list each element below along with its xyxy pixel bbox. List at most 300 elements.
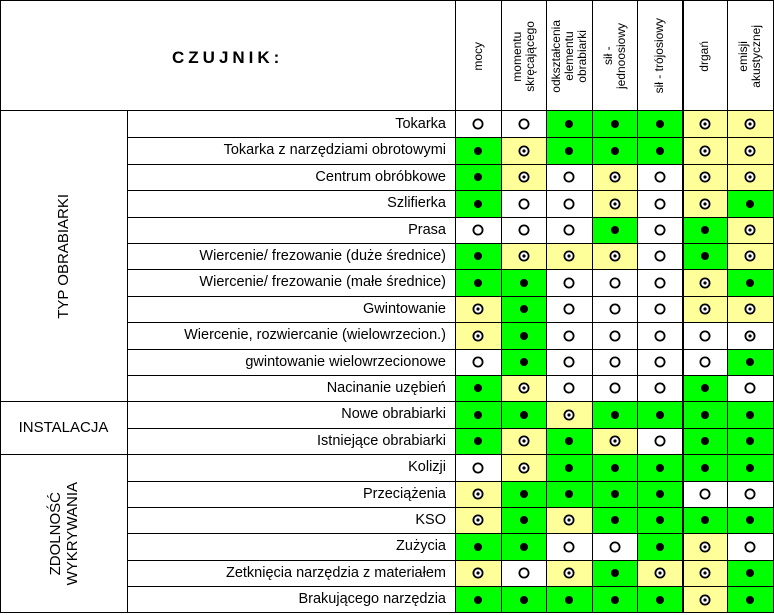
rating-cell <box>501 269 546 296</box>
row-label: Gwintowanie <box>362 301 446 317</box>
filled-dot-icon <box>743 566 757 580</box>
row-divider <box>0 401 774 402</box>
filled-dot-icon <box>698 408 712 422</box>
column-header <box>637 4 682 108</box>
filled-dot-icon <box>471 540 485 554</box>
filled-dot-icon <box>517 355 531 369</box>
row-divider <box>127 428 774 429</box>
dot-in-circle-icon <box>608 249 622 263</box>
row-divider <box>127 533 774 534</box>
filled-dot-icon <box>471 434 485 448</box>
filled-dot-icon <box>653 461 667 475</box>
empty-circle-icon <box>471 461 485 475</box>
rating-cell <box>546 533 592 560</box>
rating-cell <box>546 560 592 586</box>
rating-cell <box>592 507 637 533</box>
column-header-label: mocy <box>470 41 485 71</box>
rating-cell <box>682 454 727 481</box>
empty-circle-icon <box>471 223 485 237</box>
table-border-top <box>0 0 774 1</box>
dot-in-circle-icon <box>608 197 622 211</box>
group-label-text: TYP OBRABIARKI <box>55 193 72 319</box>
row-label: Wiercenie, rozwiercanie (wielowrzecion.) <box>184 327 446 343</box>
rating-cell <box>727 111 773 137</box>
empty-circle-icon <box>562 197 576 211</box>
rating-cell <box>637 137 682 164</box>
rating-cell <box>455 454 501 481</box>
filled-dot-icon <box>653 593 667 607</box>
filled-dot-icon <box>698 461 712 475</box>
table-border-bottom <box>0 612 774 613</box>
dot-in-circle-icon <box>471 513 485 527</box>
rating-cell <box>682 296 727 322</box>
rating-cell <box>501 349 546 375</box>
rating-cell <box>546 190 592 217</box>
rating-cell <box>501 111 546 137</box>
rating-cell <box>682 243 727 269</box>
dot-in-circle-icon <box>698 170 712 184</box>
rating-cell <box>592 296 637 322</box>
filled-dot-icon <box>471 276 485 290</box>
rating-cell <box>546 243 592 269</box>
dot-in-circle-icon <box>562 408 576 422</box>
rating-cell <box>727 481 773 507</box>
group-label-text: ZDOLNOŚĆ WYKRYWANIA <box>46 481 81 586</box>
filled-dot-icon <box>562 117 576 131</box>
rating-cell <box>501 217 546 243</box>
rating-cell <box>546 111 592 137</box>
rating-cell <box>592 322 637 349</box>
rating-cell <box>455 296 501 322</box>
dot-in-circle-icon <box>743 144 757 158</box>
rating-cell <box>727 137 773 164</box>
rating-cell <box>727 560 773 586</box>
dot-in-circle-icon <box>562 249 576 263</box>
row-divider <box>127 586 774 587</box>
filled-dot-icon <box>743 408 757 422</box>
empty-circle-icon <box>517 117 531 131</box>
filled-dot-icon <box>653 487 667 501</box>
rating-cell <box>592 481 637 507</box>
rating-cell <box>637 349 682 375</box>
rating-cell <box>455 349 501 375</box>
dot-in-circle-icon <box>743 302 757 316</box>
empty-circle-icon <box>562 302 576 316</box>
row-label: KSO <box>415 512 446 528</box>
filled-dot-icon <box>608 408 622 422</box>
empty-circle-icon <box>517 197 531 211</box>
filled-dot-icon <box>517 487 531 501</box>
empty-circle-icon <box>608 381 622 395</box>
dot-in-circle-icon <box>517 249 531 263</box>
empty-circle-icon <box>562 170 576 184</box>
column-divider <box>637 0 638 613</box>
rating-cell <box>455 111 501 137</box>
rating-cell <box>592 375 637 401</box>
rating-cell <box>501 190 546 217</box>
column-header <box>727 4 773 108</box>
row-divider <box>127 296 774 297</box>
dot-in-circle-icon <box>517 381 531 395</box>
rating-cell <box>546 137 592 164</box>
dot-in-circle-icon <box>698 144 712 158</box>
filled-dot-icon <box>562 461 576 475</box>
rating-cell <box>546 296 592 322</box>
rating-cell <box>546 507 592 533</box>
rating-cell <box>501 560 546 586</box>
row-divider <box>127 137 774 138</box>
filled-dot-icon <box>698 513 712 527</box>
empty-circle-icon <box>562 276 576 290</box>
dot-in-circle-icon <box>698 117 712 131</box>
dot-in-circle-icon <box>517 461 531 475</box>
dot-in-circle-icon <box>471 302 485 316</box>
empty-circle-icon <box>743 381 757 395</box>
rating-cell <box>592 137 637 164</box>
empty-circle-icon <box>608 329 622 343</box>
header-divider <box>0 110 774 111</box>
rating-cell <box>592 401 637 428</box>
row-label: Tokarka <box>395 116 446 132</box>
empty-circle-icon <box>562 329 576 343</box>
column-header-label: emisji akustycznej <box>736 24 763 88</box>
empty-circle-icon <box>608 302 622 316</box>
row-label: Szlifierka <box>387 195 446 211</box>
filled-dot-icon <box>517 329 531 343</box>
rating-cell <box>455 428 501 454</box>
group-column-divider <box>127 110 128 613</box>
column-divider <box>682 0 684 613</box>
rating-cell <box>637 375 682 401</box>
rating-cell <box>682 217 727 243</box>
filled-dot-icon <box>653 408 667 422</box>
row-divider <box>127 349 774 350</box>
column-divider <box>727 0 728 613</box>
row-divider <box>127 243 774 244</box>
row-label: Kolizji <box>408 459 446 475</box>
rating-cell <box>637 454 682 481</box>
filled-dot-icon <box>517 540 531 554</box>
rating-cell <box>727 164 773 190</box>
filled-dot-icon <box>562 144 576 158</box>
rating-cell <box>682 137 727 164</box>
rating-cell <box>455 507 501 533</box>
row-label: Tokarka z narzędziami obrotowymi <box>223 142 446 158</box>
empty-circle-icon <box>562 355 576 369</box>
column-header-label: odkształcenia elementu obrabiarki <box>548 19 589 93</box>
dot-in-circle-icon <box>698 302 712 316</box>
rating-cell <box>546 454 592 481</box>
filled-dot-icon <box>608 513 622 527</box>
rating-cell <box>501 243 546 269</box>
rating-cell <box>592 269 637 296</box>
empty-circle-icon <box>743 487 757 501</box>
row-label: Nacinanie uzębień <box>326 380 446 396</box>
filled-dot-icon <box>471 249 485 263</box>
rating-cell <box>727 586 773 613</box>
empty-circle-icon <box>562 540 576 554</box>
row-divider <box>0 454 774 455</box>
empty-circle-icon <box>653 223 667 237</box>
row-divider <box>127 322 774 323</box>
filled-dot-icon <box>517 513 531 527</box>
rating-cell <box>501 164 546 190</box>
row-divider <box>127 217 774 218</box>
rating-cell <box>682 401 727 428</box>
empty-circle-icon <box>653 434 667 448</box>
row-divider <box>127 481 774 482</box>
filled-dot-icon <box>698 434 712 448</box>
row-divider <box>127 507 774 508</box>
filled-dot-icon <box>517 276 531 290</box>
rating-cell <box>455 217 501 243</box>
empty-circle-icon <box>653 170 667 184</box>
rating-cell <box>682 507 727 533</box>
rating-cell <box>546 217 592 243</box>
filled-dot-icon <box>517 593 531 607</box>
filled-dot-icon <box>743 593 757 607</box>
column-divider <box>455 0 456 613</box>
rating-cell <box>727 217 773 243</box>
rating-cell <box>592 190 637 217</box>
group-label-text: INSTALACJA <box>18 419 109 436</box>
rating-cell <box>592 586 637 613</box>
row-label: gwintowanie wielowrzecionowe <box>245 354 446 370</box>
dot-in-circle-icon <box>608 170 622 184</box>
rating-cell <box>682 164 727 190</box>
empty-circle-icon <box>743 540 757 554</box>
empty-circle-icon <box>698 487 712 501</box>
column-header-label: sił - trójosiowy <box>652 18 666 94</box>
rating-cell <box>501 454 546 481</box>
rating-cell <box>592 243 637 269</box>
rating-cell <box>682 533 727 560</box>
rating-cell <box>727 375 773 401</box>
filled-dot-icon <box>653 513 667 527</box>
filled-dot-icon <box>608 117 622 131</box>
filled-dot-icon <box>698 249 712 263</box>
rating-cell <box>637 586 682 613</box>
row-label: Brakującego narzędzia <box>298 591 446 607</box>
rating-cell <box>592 217 637 243</box>
row-divider <box>127 269 774 270</box>
rating-cell <box>727 533 773 560</box>
rating-cell <box>501 322 546 349</box>
dot-in-circle-icon <box>743 223 757 237</box>
rating-cell <box>455 322 501 349</box>
group-label <box>0 454 127 613</box>
rating-cell <box>682 560 727 586</box>
rating-cell <box>682 190 727 217</box>
rating-cell <box>727 428 773 454</box>
rating-cell <box>637 533 682 560</box>
dot-in-circle-icon <box>743 249 757 263</box>
rating-cell <box>546 349 592 375</box>
filled-dot-icon <box>562 434 576 448</box>
filled-dot-icon <box>743 461 757 475</box>
dot-in-circle-icon <box>517 170 531 184</box>
rating-cell <box>501 401 546 428</box>
empty-circle-icon <box>608 540 622 554</box>
rating-cell <box>592 349 637 375</box>
rating-cell <box>637 481 682 507</box>
dot-in-circle-icon <box>471 487 485 501</box>
rating-cell <box>455 401 501 428</box>
rating-cell <box>546 322 592 349</box>
rating-cell <box>546 428 592 454</box>
column-header-label: sił - jednoosiowy <box>600 22 628 90</box>
dot-in-circle-icon <box>608 434 622 448</box>
column-divider <box>501 0 502 613</box>
rating-cell <box>637 507 682 533</box>
filled-dot-icon <box>471 197 485 211</box>
column-divider <box>546 0 547 613</box>
rating-cell <box>637 190 682 217</box>
empty-circle-icon <box>653 197 667 211</box>
rating-cell <box>637 428 682 454</box>
group-label <box>0 401 127 454</box>
dot-in-circle-icon <box>471 329 485 343</box>
empty-circle-icon <box>698 329 712 343</box>
dot-in-circle-icon <box>743 117 757 131</box>
empty-circle-icon <box>471 117 485 131</box>
rating-cell <box>727 349 773 375</box>
rating-cell <box>727 269 773 296</box>
rating-cell <box>637 217 682 243</box>
rating-cell <box>637 296 682 322</box>
filled-dot-icon <box>517 408 531 422</box>
dot-in-circle-icon <box>698 276 712 290</box>
empty-circle-icon <box>653 329 667 343</box>
row-label: Przeciążenia <box>362 486 446 502</box>
empty-circle-icon <box>471 355 485 369</box>
empty-circle-icon <box>653 276 667 290</box>
rating-cell <box>727 401 773 428</box>
filled-dot-icon <box>608 223 622 237</box>
column-header-label: momentu skręcającego <box>509 20 537 92</box>
rating-cell <box>727 190 773 217</box>
row-label: Zetknięcia narzędzia z materiałem <box>225 565 446 581</box>
rating-cell <box>455 164 501 190</box>
filled-dot-icon <box>517 302 531 316</box>
filled-dot-icon <box>608 461 622 475</box>
filled-dot-icon <box>471 593 485 607</box>
dot-in-circle-icon <box>653 566 667 580</box>
rating-cell <box>727 454 773 481</box>
row-divider <box>127 375 774 376</box>
filled-dot-icon <box>608 593 622 607</box>
rating-cell <box>455 481 501 507</box>
column-header <box>455 4 501 108</box>
empty-circle-icon <box>653 302 667 316</box>
rating-cell <box>592 560 637 586</box>
rating-cell <box>727 507 773 533</box>
rating-cell <box>455 586 501 613</box>
row-label: Zużycia <box>396 538 446 554</box>
column-divider <box>592 0 593 613</box>
rating-cell <box>455 137 501 164</box>
filled-dot-icon <box>608 487 622 501</box>
empty-circle-icon <box>698 355 712 369</box>
empty-circle-icon <box>653 355 667 369</box>
empty-circle-icon <box>653 381 667 395</box>
filled-dot-icon <box>471 144 485 158</box>
rating-cell <box>637 243 682 269</box>
rating-cell <box>501 428 546 454</box>
filled-dot-icon <box>653 540 667 554</box>
rating-cell <box>727 243 773 269</box>
filled-dot-icon <box>653 144 667 158</box>
dot-in-circle-icon <box>471 566 485 580</box>
empty-circle-icon <box>517 566 531 580</box>
row-label: Istniejące obrabiarki <box>317 433 446 449</box>
filled-dot-icon <box>743 434 757 448</box>
dot-in-circle-icon <box>562 566 576 580</box>
rating-cell <box>682 428 727 454</box>
rating-cell <box>682 269 727 296</box>
row-label: Wiercenie/ frezowanie (małe średnice) <box>199 274 446 290</box>
rating-cell <box>682 322 727 349</box>
rating-cell <box>501 137 546 164</box>
rating-cell <box>592 454 637 481</box>
rating-cell <box>727 296 773 322</box>
rating-cell <box>682 481 727 507</box>
rating-cell <box>455 190 501 217</box>
filled-dot-icon <box>743 513 757 527</box>
table-border-left <box>0 0 1 613</box>
rating-cell <box>546 401 592 428</box>
rating-cell <box>682 375 727 401</box>
rating-cell <box>682 586 727 613</box>
dot-in-circle-icon <box>698 540 712 554</box>
rating-cell <box>501 481 546 507</box>
rating-cell <box>592 533 637 560</box>
rating-cell <box>637 111 682 137</box>
filled-dot-icon <box>698 381 712 395</box>
rating-cell <box>592 164 637 190</box>
rating-cell <box>682 349 727 375</box>
table-title: CZUJNIK: <box>172 48 284 67</box>
rating-cell <box>501 533 546 560</box>
rating-cell <box>501 375 546 401</box>
filled-dot-icon <box>698 223 712 237</box>
rating-cell <box>455 243 501 269</box>
column-header <box>592 4 637 108</box>
dot-in-circle-icon <box>517 434 531 448</box>
empty-circle-icon <box>517 223 531 237</box>
rating-cell <box>455 533 501 560</box>
filled-dot-icon <box>608 566 622 580</box>
column-header <box>546 4 592 108</box>
filled-dot-icon <box>653 117 667 131</box>
rating-cell <box>682 111 727 137</box>
rating-cell <box>455 269 501 296</box>
column-header <box>501 4 546 108</box>
empty-circle-icon <box>608 355 622 369</box>
filled-dot-icon <box>608 144 622 158</box>
dot-in-circle-icon <box>698 197 712 211</box>
rating-cell <box>546 269 592 296</box>
rating-cell <box>727 322 773 349</box>
rating-cell <box>501 586 546 613</box>
filled-dot-icon <box>562 593 576 607</box>
dot-in-circle-icon <box>562 513 576 527</box>
column-header <box>682 4 727 108</box>
rating-cell <box>546 375 592 401</box>
row-divider <box>127 190 774 191</box>
empty-circle-icon <box>562 381 576 395</box>
filled-dot-icon <box>471 381 485 395</box>
